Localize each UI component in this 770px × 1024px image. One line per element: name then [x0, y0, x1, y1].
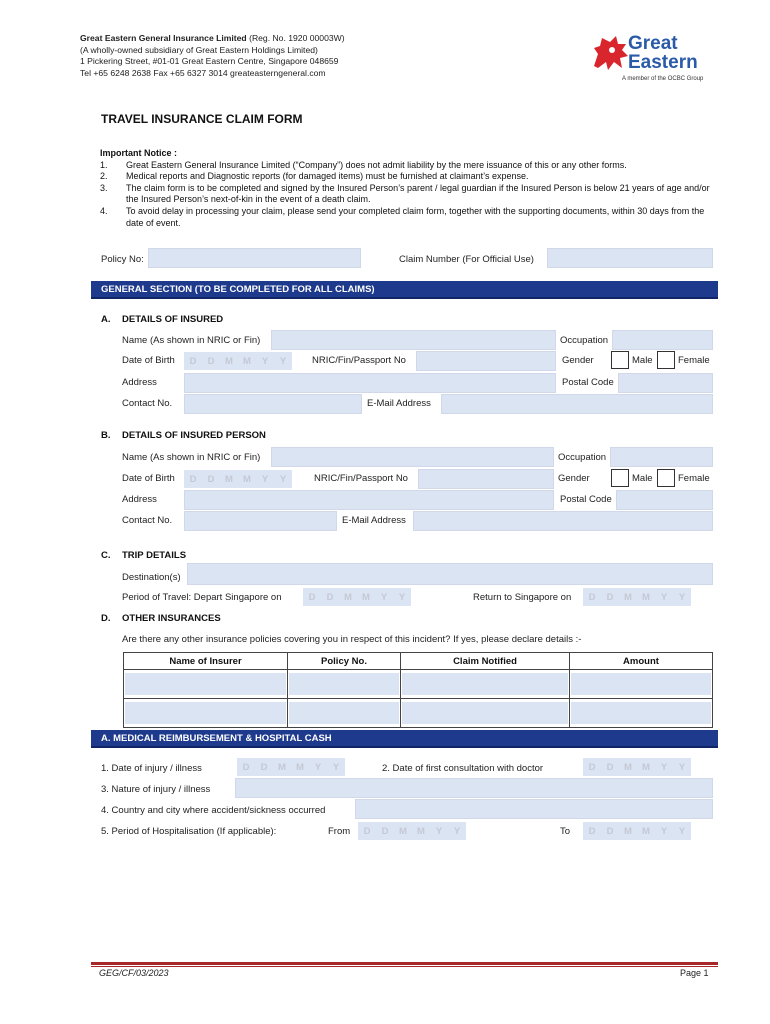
policy-cell[interactable] [288, 699, 401, 728]
company-contact: Tel +65 6248 2638 Fax +65 6327 3014 greateasterngeneral.com [80, 67, 326, 78]
insured-gender-label: Gender [562, 355, 594, 366]
insured-female-checkbox[interactable] [657, 351, 675, 369]
insured-nric-label: NRIC/Fin/Passport No [312, 355, 406, 366]
company-address: 1 Pickering Street, #01-01 Great Eastern Centre, Singapore 048659 [80, 56, 339, 66]
other-insurances-table [123, 652, 713, 728]
notice-item: 1. Great Eastern General Insurance Limited (“Company”) does not admit liability by the mere issuance of this or any other forms. [100, 159, 627, 170]
nature-of-injury-field[interactable] [235, 778, 713, 798]
logo-tagline: A member of the OCBC Group [622, 76, 704, 82]
notice-item: 2. Medical reports and Diagnostic reports (for damaged items) must be furnished at claimant’s expense. [100, 171, 529, 182]
first-consultation-field[interactable]: D D M M Y Y [583, 758, 691, 776]
section-c-heading: TRIP DETAILS [122, 550, 187, 561]
table-row [124, 670, 713, 699]
notice-item: 4. To avoid delay in processing your claim, please send your completed claim form, together with the supporting documents, within 30 days from the date of event. [100, 205, 705, 228]
company-name: Great Eastern General Insurance Limited [80, 33, 247, 43]
insured-address-label: Address [122, 377, 157, 388]
other-insurance-question: Are there any other insurance policies covering you in respect of this incident? If yes, please declare details :- [122, 634, 582, 645]
section-b-heading: DETAILS OF INSURED PERSON [122, 430, 266, 441]
form-title: TRAVEL INSURANCE CLAIM FORM [101, 112, 303, 126]
table-row [124, 699, 713, 728]
insured-address-field[interactable] [184, 373, 556, 393]
person-postal-label: Postal Code [560, 494, 612, 505]
person-nric-field[interactable] [418, 469, 554, 489]
person-female-label: Female [678, 473, 710, 484]
insured-name-field[interactable] [271, 330, 556, 350]
insured-nric-field[interactable] [416, 351, 556, 371]
col-name-of-insurer: Name of Insurer [124, 653, 288, 670]
insured-occupation-field[interactable] [612, 330, 713, 350]
person-occupation-label: Occupation [558, 452, 607, 463]
section-c-letter: C. [101, 550, 111, 561]
person-dob-field[interactable]: D D M M Y Y [184, 470, 292, 488]
person-address-label: Address [122, 494, 157, 505]
person-name-field[interactable] [271, 447, 554, 467]
section-d-letter: D. [101, 613, 111, 624]
hospitalisation-from-field[interactable]: D D M M Y Y [358, 822, 466, 840]
accident-location-field[interactable] [355, 799, 713, 819]
form-code: GEG/CF/03/2023 [99, 968, 169, 978]
insured-contact-label: Contact No. [122, 398, 173, 409]
insured-male-checkbox[interactable] [611, 351, 629, 369]
insured-dob-field[interactable]: D D M M Y Y [184, 352, 292, 370]
section-b-letter: B. [101, 430, 111, 441]
col-claim-notified: Claim Notified [401, 653, 570, 670]
medical-section-header: A. MEDICAL REIMBURSEMENT & HOSPITAL CASH [91, 730, 718, 748]
col-policy-no: Policy No. [288, 653, 401, 670]
insurer-cell[interactable] [124, 699, 288, 728]
general-section-header: GENERAL SECTION (TO BE COMPLETED FOR ALL CLAIMS) [91, 281, 718, 299]
insured-name-label: Name (As shown in NRIC or Fin) [122, 335, 261, 346]
insured-female-label: Female [678, 355, 710, 366]
company-info [80, 33, 345, 79]
depart-date-field[interactable]: D D M M Y Y [303, 588, 411, 606]
insured-dob-label: Date of Birth [122, 355, 175, 366]
accident-location-label: 4. Country and city where accident/sickness occurred [101, 805, 326, 816]
claim-notified-cell[interactable] [401, 670, 570, 699]
person-gender-label: Gender [558, 473, 590, 484]
logo-text: Great Eastern [628, 33, 698, 73]
amount-cell[interactable] [570, 699, 713, 728]
person-female-checkbox[interactable] [657, 469, 675, 487]
hospitalisation-to-label: To [560, 826, 571, 837]
insured-email-field[interactable] [441, 394, 713, 414]
person-postal-field[interactable] [616, 490, 713, 510]
date-of-injury-field[interactable]: D D M M Y Y [237, 758, 345, 776]
insured-email-label: E-Mail Address [367, 398, 431, 409]
person-occupation-field[interactable] [610, 447, 713, 467]
hospitalisation-to-field[interactable]: D D M M Y Y [583, 822, 691, 840]
insurer-cell[interactable] [124, 670, 288, 699]
destination-field[interactable] [187, 563, 713, 585]
company-line2: (A wholly-owned subsidiary of Great Eastern Holdings Limited) [80, 44, 318, 55]
return-label: Return to Singapore on [473, 592, 572, 603]
person-dob-label: Date of Birth [122, 473, 175, 484]
section-d-heading: OTHER INSURANCES [122, 613, 221, 624]
insured-postal-field[interactable] [618, 373, 713, 393]
insured-occupation-label: Occupation [560, 335, 609, 346]
lion-icon [588, 32, 632, 74]
person-male-checkbox[interactable] [611, 469, 629, 487]
person-email-field[interactable] [413, 511, 713, 531]
person-contact-field[interactable] [184, 511, 337, 531]
section-a-heading: DETAILS OF INSURED [122, 314, 224, 325]
first-consultation-label: 2. Date of first consultation with doctor [382, 763, 544, 774]
person-name-label: Name (As shown in NRIC or Fin) [122, 452, 261, 463]
page-number: Page 1 [680, 968, 709, 978]
insured-contact-field[interactable] [184, 394, 362, 414]
date-of-injury-label: 1. Date of injury / illness [101, 763, 202, 774]
insured-postal-label: Postal Code [562, 377, 614, 388]
footer-rule-thin [91, 966, 718, 967]
important-notice [90, 148, 718, 229]
section-a-letter: A. [101, 314, 111, 325]
notice-heading: Important Notice : [100, 148, 178, 158]
insured-male-label: Male [632, 355, 653, 366]
policy-no-field[interactable] [148, 248, 361, 268]
table-header-row [124, 653, 713, 670]
depart-label: Period of Travel: Depart Singapore on [122, 592, 282, 603]
claim-notified-cell[interactable] [401, 699, 570, 728]
person-contact-label: Contact No. [122, 515, 173, 526]
hospitalisation-from-label: From [328, 826, 351, 837]
great-eastern-logo [588, 32, 718, 88]
policy-no-label: Policy No: [101, 254, 144, 265]
nature-of-injury-label: 3. Nature of injury / illness [101, 784, 211, 795]
hospitalisation-label: 5. Period of Hospitalisation (If applicable): [101, 826, 277, 837]
destination-label: Destination(s) [122, 572, 181, 583]
person-address-field[interactable] [184, 490, 554, 510]
policy-cell[interactable] [288, 670, 401, 699]
notice-item: 3. The claim form is to be completed and signed by the Insured Person’s parent / legal guardian if the Insured Person is below 21 years of age and/or the Insured Person’s next-of-kin in the event of a death claim. [100, 182, 710, 205]
person-nric-label: NRIC/Fin/Passport No [314, 473, 408, 484]
amount-cell[interactable] [570, 670, 713, 699]
claim-number-label: Claim Number (For Official Use) [399, 254, 534, 265]
return-date-field[interactable]: D D M M Y Y [583, 588, 691, 606]
company-reg: (Reg. No. 1920 00003W) [249, 33, 345, 43]
footer-rule [91, 962, 718, 965]
col-amount: Amount [570, 653, 713, 670]
person-email-label: E-Mail Address [342, 515, 406, 526]
claim-number-field[interactable] [547, 248, 713, 268]
person-male-label: Male [632, 473, 653, 484]
